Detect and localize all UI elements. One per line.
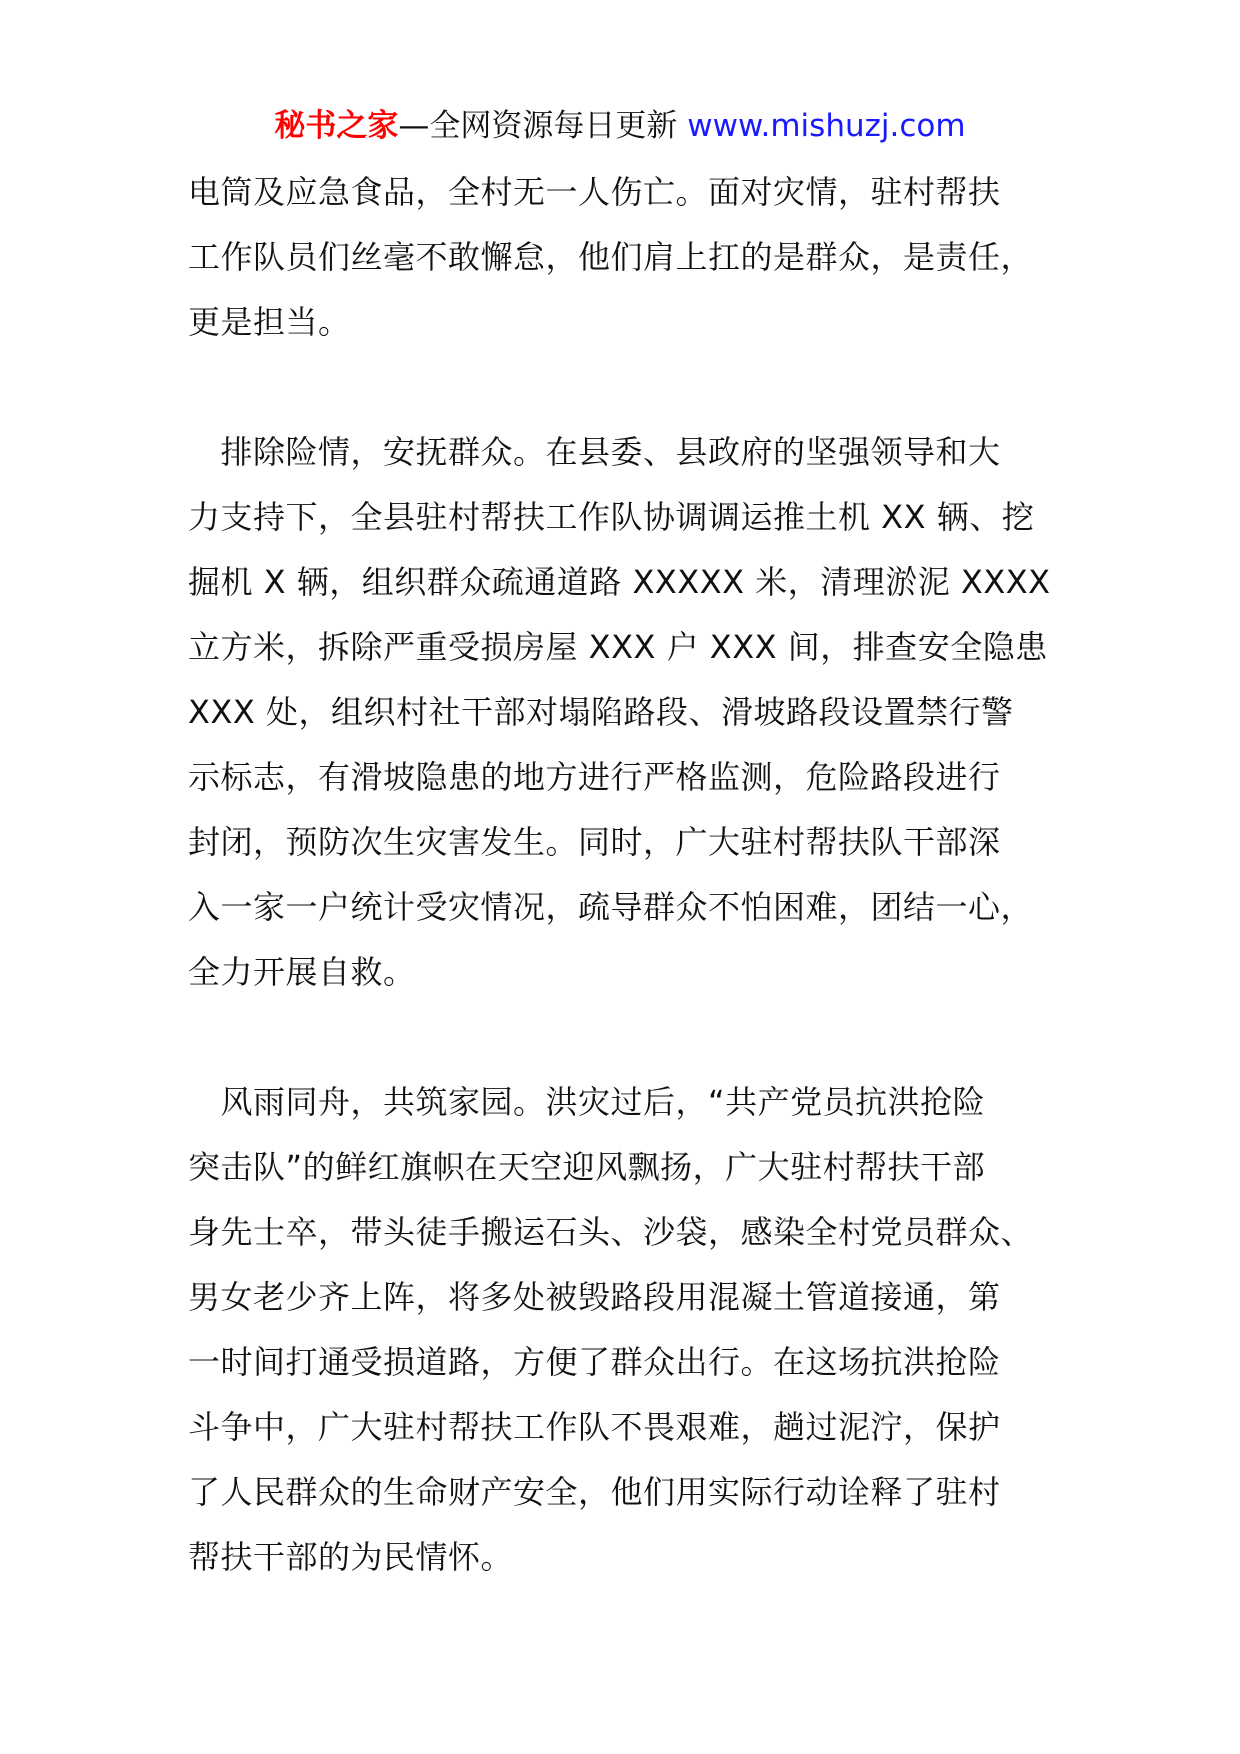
text-line: 男女老少齐上阵，将多处被毁路段用混凝土管道接通，第 (188, 1278, 1001, 1316)
text-line: 身先士卒，带头徒手搬运石头、沙袋，感染全村党员群众、 (188, 1213, 1034, 1251)
text-line: 帮扶干部的为民情怀。 (188, 1538, 514, 1576)
text-line: 示标志，有滑坡隐患的地方进行严格监测，危险路段进行 (188, 758, 1001, 796)
text-line: 电筒及应急食品，全村无一人伤亡。面对灾情，驻村帮扶 (188, 173, 1001, 211)
text-line: 工作队员们丝毫不敢懈怠，他们肩上扛的是群众，是责任， (188, 238, 1034, 276)
text-line: 入一家一户统计受灾情况，疏导群众不怕困难，团结一心， (188, 888, 1034, 926)
text-line: 一时间打通受损道路，方便了群众出行。在这场抗洪抢险 (188, 1343, 1001, 1381)
paragraph-2 (188, 420, 1068, 1005)
text-line: XXX 处，组织村社干部对塌陷路段、滑坡路段设置禁行警 (188, 693, 1014, 731)
document-body (188, 160, 1068, 1590)
site-url-link[interactable]: www.mishuzj.com (687, 108, 966, 144)
text-line: 全力开展自救。 (188, 953, 416, 991)
text-line: 突击队”的鲜红旗帜在天空迎风飘扬，广大驻村帮扶干部 (188, 1148, 986, 1186)
text-line: 斗争中，广大驻村帮扶工作队不畏艰难，趟过泥泞，保护 (188, 1408, 1001, 1446)
paragraph-3 (188, 1070, 1068, 1590)
paragraph-spacer (188, 1005, 1068, 1070)
brand-name: 秘书之家 (274, 108, 399, 144)
site-header (0, 104, 1240, 148)
text-line: 力支持下，全县驻村帮扶工作队协调调运推土机 XX 辆、挖 (188, 498, 1035, 536)
paragraph-1 (188, 160, 1068, 355)
header-tagline: —全网资源每日更新 (398, 108, 688, 144)
paragraph-spacer (188, 355, 1068, 420)
text-line: 封闭，预防次生灾害发生。同时，广大驻村帮扶队干部深 (188, 823, 1001, 861)
text-line: 了人民群众的生命财产安全，他们用实际行动诠释了驻村 (188, 1473, 1001, 1511)
text-line: 风雨同舟，共筑家园。洪灾过后，“共产党员抗洪抢险 (188, 1083, 986, 1121)
text-line: 立方米，拆除严重受损房屋 XXX 户 XXX 间，排查安全隐患 (188, 628, 1048, 666)
text-line: 掘机 X 辆，组织群众疏通道路 XXXXX 米，清理淤泥 XXXX (188, 563, 1051, 601)
text-line: 排除险情，安抚群众。在县委、县政府的坚强领导和大 (188, 433, 1001, 471)
text-line: 更是担当。 (188, 303, 351, 341)
